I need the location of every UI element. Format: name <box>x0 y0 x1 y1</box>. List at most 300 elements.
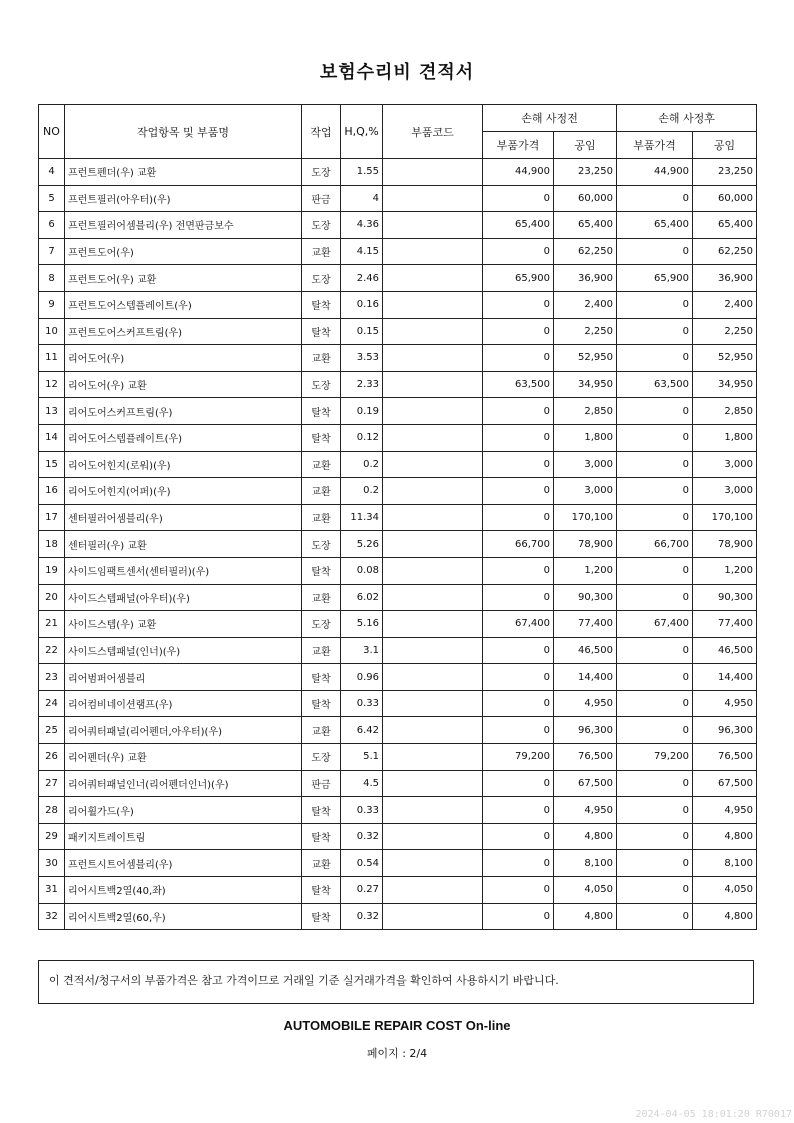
cell-part-code <box>383 903 483 930</box>
cell-hq: 0.08 <box>341 557 383 584</box>
cell-hq: 0.2 <box>341 451 383 478</box>
cell-no: 16 <box>39 478 65 505</box>
cell-hq: 3.53 <box>341 345 383 372</box>
cell-hq: 0.15 <box>341 318 383 345</box>
cell-part-code <box>383 877 483 904</box>
cell-part-price-before: 0 <box>483 584 554 611</box>
cell-part-price-after: 0 <box>617 770 693 797</box>
cell-part-code <box>383 345 483 372</box>
page-number: 페이지 : 2/4 <box>366 1047 428 1060</box>
cell-labor-before: 62,250 <box>554 238 617 265</box>
table-row <box>39 345 757 372</box>
header-no: NO <box>39 105 65 159</box>
cell-labor-before: 3,000 <box>554 451 617 478</box>
cell-item-name: 리어도어힌지(로워)(우) <box>65 451 302 478</box>
cell-labor-before: 23,250 <box>554 159 617 186</box>
cell-part-price-before: 65,400 <box>483 212 554 239</box>
cell-labor-before: 34,950 <box>554 371 617 398</box>
cell-work: 도장 <box>302 744 341 771</box>
cell-part-code <box>383 185 483 212</box>
cell-hq: 6.42 <box>341 717 383 744</box>
cell-work: 탈착 <box>302 557 341 584</box>
cell-part-price-before: 0 <box>483 797 554 824</box>
cell-part-code <box>383 717 483 744</box>
cell-item-name: 프런트도어(우) <box>65 238 302 265</box>
cell-item-name: 프런트도어스텝플레이트(우) <box>65 291 302 318</box>
cell-labor-before: 14,400 <box>554 664 617 691</box>
cell-item-name: 리어쿼터패널인너(리어펜더인너)(우) <box>65 770 302 797</box>
cell-work: 교환 <box>302 504 341 531</box>
cell-part-price-after: 65,900 <box>617 265 693 292</box>
cell-hq: 0.33 <box>341 797 383 824</box>
cell-labor-after: 52,950 <box>693 345 757 372</box>
cell-labor-before: 8,100 <box>554 850 617 877</box>
cell-labor-before: 2,250 <box>554 318 617 345</box>
table-row <box>39 478 757 505</box>
cell-part-price-before: 0 <box>483 877 554 904</box>
cell-item-name: 리어도어(우) 교환 <box>65 371 302 398</box>
cell-labor-before: 78,900 <box>554 531 617 558</box>
cell-part-price-before: 0 <box>483 398 554 425</box>
header-before-assessment: 손해 사정전 <box>483 105 617 132</box>
cell-work: 탈착 <box>302 318 341 345</box>
cell-work: 탈착 <box>302 823 341 850</box>
cell-labor-before: 4,800 <box>554 903 617 930</box>
cell-work: 교환 <box>302 637 341 664</box>
cell-part-price-after: 63,500 <box>617 371 693 398</box>
cell-part-price-after: 0 <box>617 637 693 664</box>
cell-hq: 4 <box>341 185 383 212</box>
cell-hq: 0.54 <box>341 850 383 877</box>
cell-part-price-after: 0 <box>617 318 693 345</box>
table-row <box>39 664 757 691</box>
cell-item-name: 사이드스텝패널(아우터)(우) <box>65 584 302 611</box>
table-row <box>39 265 757 292</box>
cell-part-price-after: 44,900 <box>617 159 693 186</box>
table-row <box>39 797 757 824</box>
cell-labor-before: 36,900 <box>554 265 617 292</box>
cell-labor-after: 34,950 <box>693 371 757 398</box>
cell-part-code <box>383 611 483 638</box>
header-labor-after: 공임 <box>693 132 757 159</box>
cell-no: 29 <box>39 823 65 850</box>
cell-labor-before: 1,800 <box>554 424 617 451</box>
cell-no: 5 <box>39 185 65 212</box>
cell-hq: 0.32 <box>341 903 383 930</box>
cell-part-price-after: 0 <box>617 185 693 212</box>
cell-item-name: 리어컴비네이션램프(우) <box>65 690 302 717</box>
cell-part-price-before: 0 <box>483 345 554 372</box>
table-row <box>39 159 757 186</box>
cell-hq: 0.12 <box>341 424 383 451</box>
cell-no: 4 <box>39 159 65 186</box>
footer-title: AUTOMOBILE REPAIR COST On-line <box>283 1018 511 1033</box>
cell-item-name: 사이드스텝패널(인너)(우) <box>65 637 302 664</box>
cell-no: 28 <box>39 797 65 824</box>
cell-work: 도장 <box>302 265 341 292</box>
cell-no: 13 <box>39 398 65 425</box>
cell-labor-after: 96,300 <box>693 717 757 744</box>
cell-labor-before: 4,950 <box>554 690 617 717</box>
cell-work: 탈착 <box>302 903 341 930</box>
cell-no: 15 <box>39 451 65 478</box>
cell-part-code <box>383 664 483 691</box>
cell-part-price-after: 0 <box>617 557 693 584</box>
cell-part-price-after: 0 <box>617 424 693 451</box>
cell-part-price-before: 0 <box>483 451 554 478</box>
header-hq: H,Q,% <box>341 105 383 159</box>
cell-work: 탈착 <box>302 291 341 318</box>
cell-labor-before: 4,950 <box>554 797 617 824</box>
cell-part-price-before: 0 <box>483 770 554 797</box>
cell-labor-after: 8,100 <box>693 850 757 877</box>
disclaimer-note: 이 견적서/청구서의 부품가격은 참고 가격이므로 거래일 기준 실거래가격을 확인하여 사용하시기 바랍니다. <box>38 960 754 1004</box>
cell-work: 도장 <box>302 531 341 558</box>
cell-hq: 0.2 <box>341 478 383 505</box>
cell-part-price-after: 0 <box>617 345 693 372</box>
table-row <box>39 770 757 797</box>
cell-part-price-after: 67,400 <box>617 611 693 638</box>
cell-labor-after: 14,400 <box>693 664 757 691</box>
cell-hq: 0.96 <box>341 664 383 691</box>
cell-hq: 6.02 <box>341 584 383 611</box>
cell-work: 교환 <box>302 584 341 611</box>
header-item: 작업항목 및 부품명 <box>65 105 302 159</box>
cell-part-price-after: 0 <box>617 877 693 904</box>
cell-part-code <box>383 744 483 771</box>
cell-hq: 3.1 <box>341 637 383 664</box>
cell-work: 교환 <box>302 850 341 877</box>
cell-item-name: 사이드스텝(우) 교환 <box>65 611 302 638</box>
cell-labor-after: 2,250 <box>693 318 757 345</box>
cell-hq: 0.27 <box>341 877 383 904</box>
cell-work: 도장 <box>302 159 341 186</box>
cell-no: 14 <box>39 424 65 451</box>
cell-part-price-after: 0 <box>617 823 693 850</box>
cell-hq: 4.15 <box>341 238 383 265</box>
header-work: 작업 <box>302 105 341 159</box>
cell-part-code <box>383 770 483 797</box>
table-row <box>39 212 757 239</box>
table-row <box>39 717 757 744</box>
cell-part-price-after: 0 <box>617 690 693 717</box>
table-row <box>39 903 757 930</box>
cell-no: 18 <box>39 531 65 558</box>
cell-part-price-before: 0 <box>483 185 554 212</box>
cell-part-code <box>383 504 483 531</box>
cell-item-name: 리어펜더(우) 교환 <box>65 744 302 771</box>
cell-item-name: 리어범퍼어셈블리 <box>65 664 302 691</box>
cell-part-code <box>383 371 483 398</box>
cell-item-name: 사이드임팩트센서(센터필러)(우) <box>65 557 302 584</box>
cell-part-code <box>383 797 483 824</box>
cell-work: 교환 <box>302 345 341 372</box>
cell-no: 22 <box>39 637 65 664</box>
cell-item-name: 프런트펜더(우) 교환 <box>65 159 302 186</box>
table-body <box>39 159 757 930</box>
table-row <box>39 318 757 345</box>
cell-no: 31 <box>39 877 65 904</box>
cell-part-price-after: 0 <box>617 238 693 265</box>
cell-no: 20 <box>39 584 65 611</box>
header-code: 부품코드 <box>383 105 483 159</box>
cell-hq: 4.36 <box>341 212 383 239</box>
cell-hq: 5.1 <box>341 744 383 771</box>
cell-labor-before: 4,800 <box>554 823 617 850</box>
cell-item-name: 패키지트레이트림 <box>65 823 302 850</box>
cell-part-code <box>383 291 483 318</box>
print-timestamp: 2024-04-05 18:01:20 R70017 <box>635 1109 792 1120</box>
cell-no: 25 <box>39 717 65 744</box>
cell-labor-after: 1,800 <box>693 424 757 451</box>
cell-part-code <box>383 451 483 478</box>
table-row <box>39 371 757 398</box>
cell-part-price-before: 0 <box>483 424 554 451</box>
cell-no: 12 <box>39 371 65 398</box>
table-row <box>39 185 757 212</box>
cell-labor-after: 78,900 <box>693 531 757 558</box>
cell-no: 24 <box>39 690 65 717</box>
cell-part-price-before: 0 <box>483 690 554 717</box>
cell-part-price-after: 0 <box>617 664 693 691</box>
cell-labor-after: 90,300 <box>693 584 757 611</box>
cell-item-name: 리어시트백2열(60,우) <box>65 903 302 930</box>
header-part-price-after: 부품가격 <box>617 132 693 159</box>
cell-labor-after: 36,900 <box>693 265 757 292</box>
cell-part-price-before: 0 <box>483 557 554 584</box>
cell-part-price-before: 0 <box>483 291 554 318</box>
cell-part-price-after: 0 <box>617 451 693 478</box>
cell-no: 26 <box>39 744 65 771</box>
table-header-row <box>39 105 757 132</box>
cell-work: 탈착 <box>302 797 341 824</box>
cell-item-name: 리어도어(우) <box>65 345 302 372</box>
estimate-table <box>38 104 757 930</box>
table-row <box>39 291 757 318</box>
cell-labor-after: 23,250 <box>693 159 757 186</box>
table-row <box>39 744 757 771</box>
cell-part-price-before: 0 <box>483 504 554 531</box>
cell-labor-before: 52,950 <box>554 345 617 372</box>
table-row <box>39 877 757 904</box>
cell-part-code <box>383 212 483 239</box>
cell-part-price-before: 67,400 <box>483 611 554 638</box>
cell-labor-after: 170,100 <box>693 504 757 531</box>
cell-labor-after: 2,400 <box>693 291 757 318</box>
cell-labor-after: 3,000 <box>693 478 757 505</box>
cell-item-name: 프런트도어(우) 교환 <box>65 265 302 292</box>
cell-part-price-before: 0 <box>483 903 554 930</box>
cell-no: 17 <box>39 504 65 531</box>
cell-part-code <box>383 238 483 265</box>
table-row <box>39 637 757 664</box>
cell-part-code <box>383 690 483 717</box>
header-part-price-before: 부품가격 <box>483 132 554 159</box>
cell-labor-before: 65,400 <box>554 212 617 239</box>
cell-item-name: 프런트필러(아우터)(우) <box>65 185 302 212</box>
cell-no: 10 <box>39 318 65 345</box>
cell-part-code <box>383 478 483 505</box>
cell-no: 9 <box>39 291 65 318</box>
cell-part-price-before: 0 <box>483 717 554 744</box>
cell-work: 탈착 <box>302 398 341 425</box>
cell-no: 21 <box>39 611 65 638</box>
cell-hq: 2.33 <box>341 371 383 398</box>
cell-part-price-after: 0 <box>617 717 693 744</box>
cell-hq: 0.19 <box>341 398 383 425</box>
cell-part-price-before: 65,900 <box>483 265 554 292</box>
cell-part-price-before: 0 <box>483 637 554 664</box>
cell-part-price-after: 65,400 <box>617 212 693 239</box>
cell-labor-before: 3,000 <box>554 478 617 505</box>
cell-part-code <box>383 424 483 451</box>
cell-part-price-after: 0 <box>617 291 693 318</box>
cell-part-code <box>383 531 483 558</box>
document-title: 보험수리비 견적서 <box>319 62 475 83</box>
cell-part-price-after: 0 <box>617 504 693 531</box>
cell-work: 탈착 <box>302 690 341 717</box>
cell-labor-after: 4,050 <box>693 877 757 904</box>
cell-part-code <box>383 398 483 425</box>
cell-labor-before: 67,500 <box>554 770 617 797</box>
table-row <box>39 504 757 531</box>
cell-part-price-after: 0 <box>617 850 693 877</box>
cell-labor-after: 4,950 <box>693 797 757 824</box>
cell-work: 탈착 <box>302 877 341 904</box>
cell-hq: 4.5 <box>341 770 383 797</box>
table-row <box>39 238 757 265</box>
header-after-assessment: 손해 사정후 <box>617 105 757 132</box>
cell-work: 교환 <box>302 238 341 265</box>
cell-labor-after: 4,800 <box>693 903 757 930</box>
cell-item-name: 센터필러(우) 교환 <box>65 531 302 558</box>
cell-labor-before: 76,500 <box>554 744 617 771</box>
cell-no: 7 <box>39 238 65 265</box>
cell-labor-after: 65,400 <box>693 212 757 239</box>
table-row <box>39 690 757 717</box>
cell-labor-after: 77,400 <box>693 611 757 638</box>
cell-labor-after: 4,800 <box>693 823 757 850</box>
cell-work: 도장 <box>302 371 341 398</box>
cell-part-price-after: 0 <box>617 797 693 824</box>
cell-item-name: 리어도어스커프트림(우) <box>65 398 302 425</box>
table-row <box>39 424 757 451</box>
cell-part-price-before: 66,700 <box>483 531 554 558</box>
cell-work: 탈착 <box>302 664 341 691</box>
cell-part-code <box>383 850 483 877</box>
cell-item-name: 프런트필러어셈블리(우) 전면판금보수 <box>65 212 302 239</box>
cell-part-price-before: 0 <box>483 238 554 265</box>
cell-work: 판금 <box>302 185 341 212</box>
cell-work: 탈착 <box>302 424 341 451</box>
cell-labor-before: 2,400 <box>554 291 617 318</box>
cell-part-code <box>383 557 483 584</box>
cell-no: 30 <box>39 850 65 877</box>
cell-labor-after: 46,500 <box>693 637 757 664</box>
cell-labor-before: 170,100 <box>554 504 617 531</box>
cell-work: 도장 <box>302 212 341 239</box>
cell-labor-after: 67,500 <box>693 770 757 797</box>
cell-no: 6 <box>39 212 65 239</box>
cell-no: 8 <box>39 265 65 292</box>
cell-part-code <box>383 584 483 611</box>
cell-part-price-after: 0 <box>617 903 693 930</box>
cell-part-price-before: 63,500 <box>483 371 554 398</box>
table-row <box>39 398 757 425</box>
cell-part-code <box>383 265 483 292</box>
cell-item-name: 리어도어힌지(어퍼)(우) <box>65 478 302 505</box>
cell-work: 판금 <box>302 770 341 797</box>
cell-item-name: 프런트도어스커프트림(우) <box>65 318 302 345</box>
cell-labor-after: 60,000 <box>693 185 757 212</box>
cell-hq: 0.32 <box>341 823 383 850</box>
table-row <box>39 611 757 638</box>
cell-labor-after: 3,000 <box>693 451 757 478</box>
cell-part-price-before: 0 <box>483 823 554 850</box>
table-row <box>39 823 757 850</box>
cell-labor-after: 76,500 <box>693 744 757 771</box>
cell-hq: 11.34 <box>341 504 383 531</box>
cell-labor-after: 62,250 <box>693 238 757 265</box>
cell-item-name: 리어도어스텝플레이트(우) <box>65 424 302 451</box>
cell-labor-before: 2,850 <box>554 398 617 425</box>
table-row <box>39 850 757 877</box>
cell-labor-before: 1,200 <box>554 557 617 584</box>
cell-part-price-before: 0 <box>483 478 554 505</box>
cell-item-name: 센터필러어셈블리(우) <box>65 504 302 531</box>
cell-part-code <box>383 159 483 186</box>
cell-part-price-before: 0 <box>483 850 554 877</box>
cell-hq: 5.26 <box>341 531 383 558</box>
table-row <box>39 451 757 478</box>
cell-part-code <box>383 637 483 664</box>
cell-work: 교환 <box>302 717 341 744</box>
cell-part-price-after: 0 <box>617 584 693 611</box>
cell-hq: 5.16 <box>341 611 383 638</box>
table-row <box>39 531 757 558</box>
cell-item-name: 리어쿼터패널(리어펜더,아우터)(우) <box>65 717 302 744</box>
cell-labor-before: 46,500 <box>554 637 617 664</box>
cell-item-name: 프런트시트어셈블리(우) <box>65 850 302 877</box>
cell-part-price-after: 79,200 <box>617 744 693 771</box>
cell-work: 교환 <box>302 451 341 478</box>
cell-labor-after: 4,950 <box>693 690 757 717</box>
cell-labor-before: 77,400 <box>554 611 617 638</box>
cell-no: 23 <box>39 664 65 691</box>
cell-labor-before: 96,300 <box>554 717 617 744</box>
cell-part-price-after: 0 <box>617 398 693 425</box>
cell-part-price-after: 0 <box>617 478 693 505</box>
cell-labor-after: 2,850 <box>693 398 757 425</box>
cell-part-price-after: 66,700 <box>617 531 693 558</box>
cell-hq: 2.46 <box>341 265 383 292</box>
cell-labor-after: 1,200 <box>693 557 757 584</box>
header-labor-before: 공임 <box>554 132 617 159</box>
cell-item-name: 리어시트백2열(40,좌) <box>65 877 302 904</box>
table-row <box>39 584 757 611</box>
cell-item-name: 리어휠가드(우) <box>65 797 302 824</box>
cell-labor-before: 90,300 <box>554 584 617 611</box>
cell-no: 11 <box>39 345 65 372</box>
cell-part-price-before: 79,200 <box>483 744 554 771</box>
cell-part-price-before: 0 <box>483 664 554 691</box>
cell-part-code <box>383 823 483 850</box>
table-row <box>39 557 757 584</box>
cell-no: 19 <box>39 557 65 584</box>
cell-no: 32 <box>39 903 65 930</box>
cell-labor-before: 4,050 <box>554 877 617 904</box>
cell-hq: 1.55 <box>341 159 383 186</box>
